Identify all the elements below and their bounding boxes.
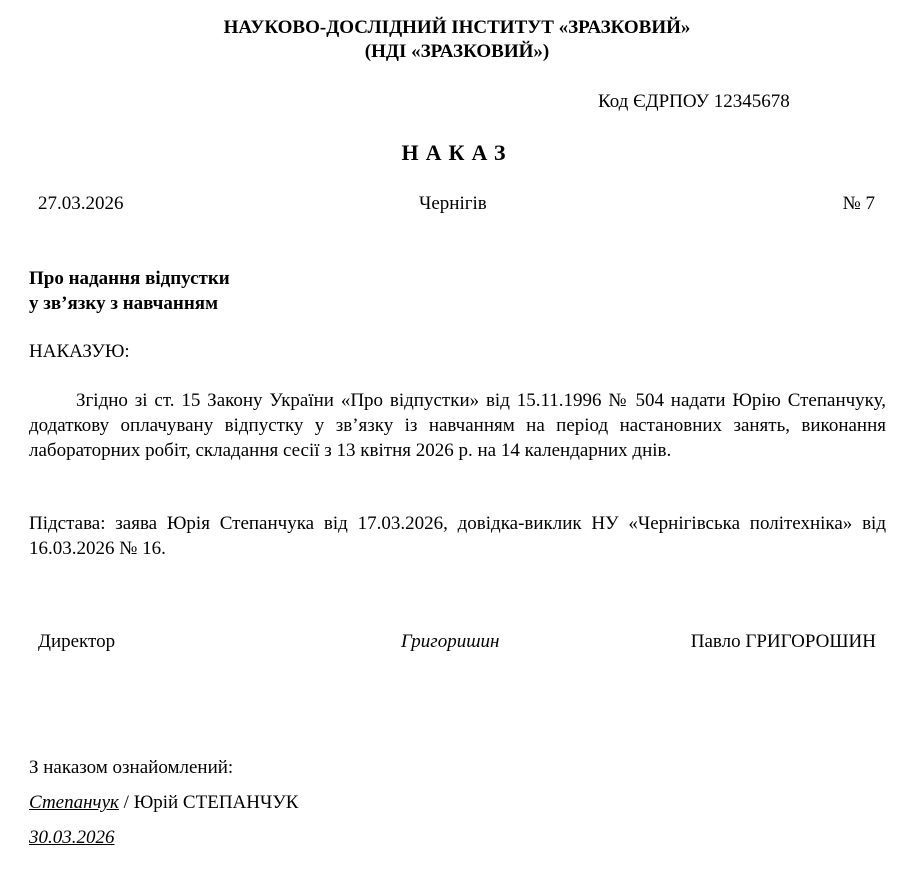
subject-line-2: у зв’язку з навчанням (29, 293, 219, 314)
signature-separator: / (123, 792, 129, 813)
employee-signature: Степанчук (29, 792, 119, 813)
edrpou-code: Код ЄДРПОУ 12345678 (598, 91, 790, 112)
organization-name: НАУКОВО-ДОСЛІДНИЙ ІНСТИТУТ «ЗРАЗКОВИЙ» (223, 17, 691, 38)
acknowledgement-date: 30.03.2026 (29, 827, 115, 848)
document-city: Чернігів (419, 193, 487, 214)
order-heading: НАКАЗУЮ: (29, 341, 130, 362)
acknowledgement-signature-line (29, 792, 298, 814)
basis-paragraph: Підстава: заява Юрія Степанчука від 17.03.2026, довідка-виклик НУ «Чернігівська політехніка» від 16.03.2026 № 16. (29, 513, 886, 559)
subject-line-1: Про надання відпустки (29, 268, 230, 289)
signatory-position: Директор (38, 631, 116, 652)
director-signature: Григоришин (401, 631, 500, 652)
organization-short-name: (НДІ «ЗРАЗКОВИЙ») (364, 41, 550, 62)
acknowledgement-label: З наказом ознайомлений: (29, 757, 234, 778)
document-title: НАКАЗ (401, 140, 513, 165)
employee-name: Юрій СТЕПАНЧУК (133, 792, 299, 813)
signatory-name: Павло ГРИГОРОШИН (690, 631, 876, 652)
document-date: 27.03.2026 (38, 193, 124, 214)
document-number: № 7 (842, 193, 875, 214)
order-body-paragraph: Згідно зі ст. 15 Закону України «Про відпустки» від 15.11.1996 № 504 надати Юрію Степанчуку, додаткову оплачувану відпустку у зв’язку із навчанням на період настановних занять, виконання лабораторних робіт, складання сесії з 13 квітня 2026 р. на 14 календарних днів. (29, 390, 886, 461)
document-subject (29, 266, 230, 316)
